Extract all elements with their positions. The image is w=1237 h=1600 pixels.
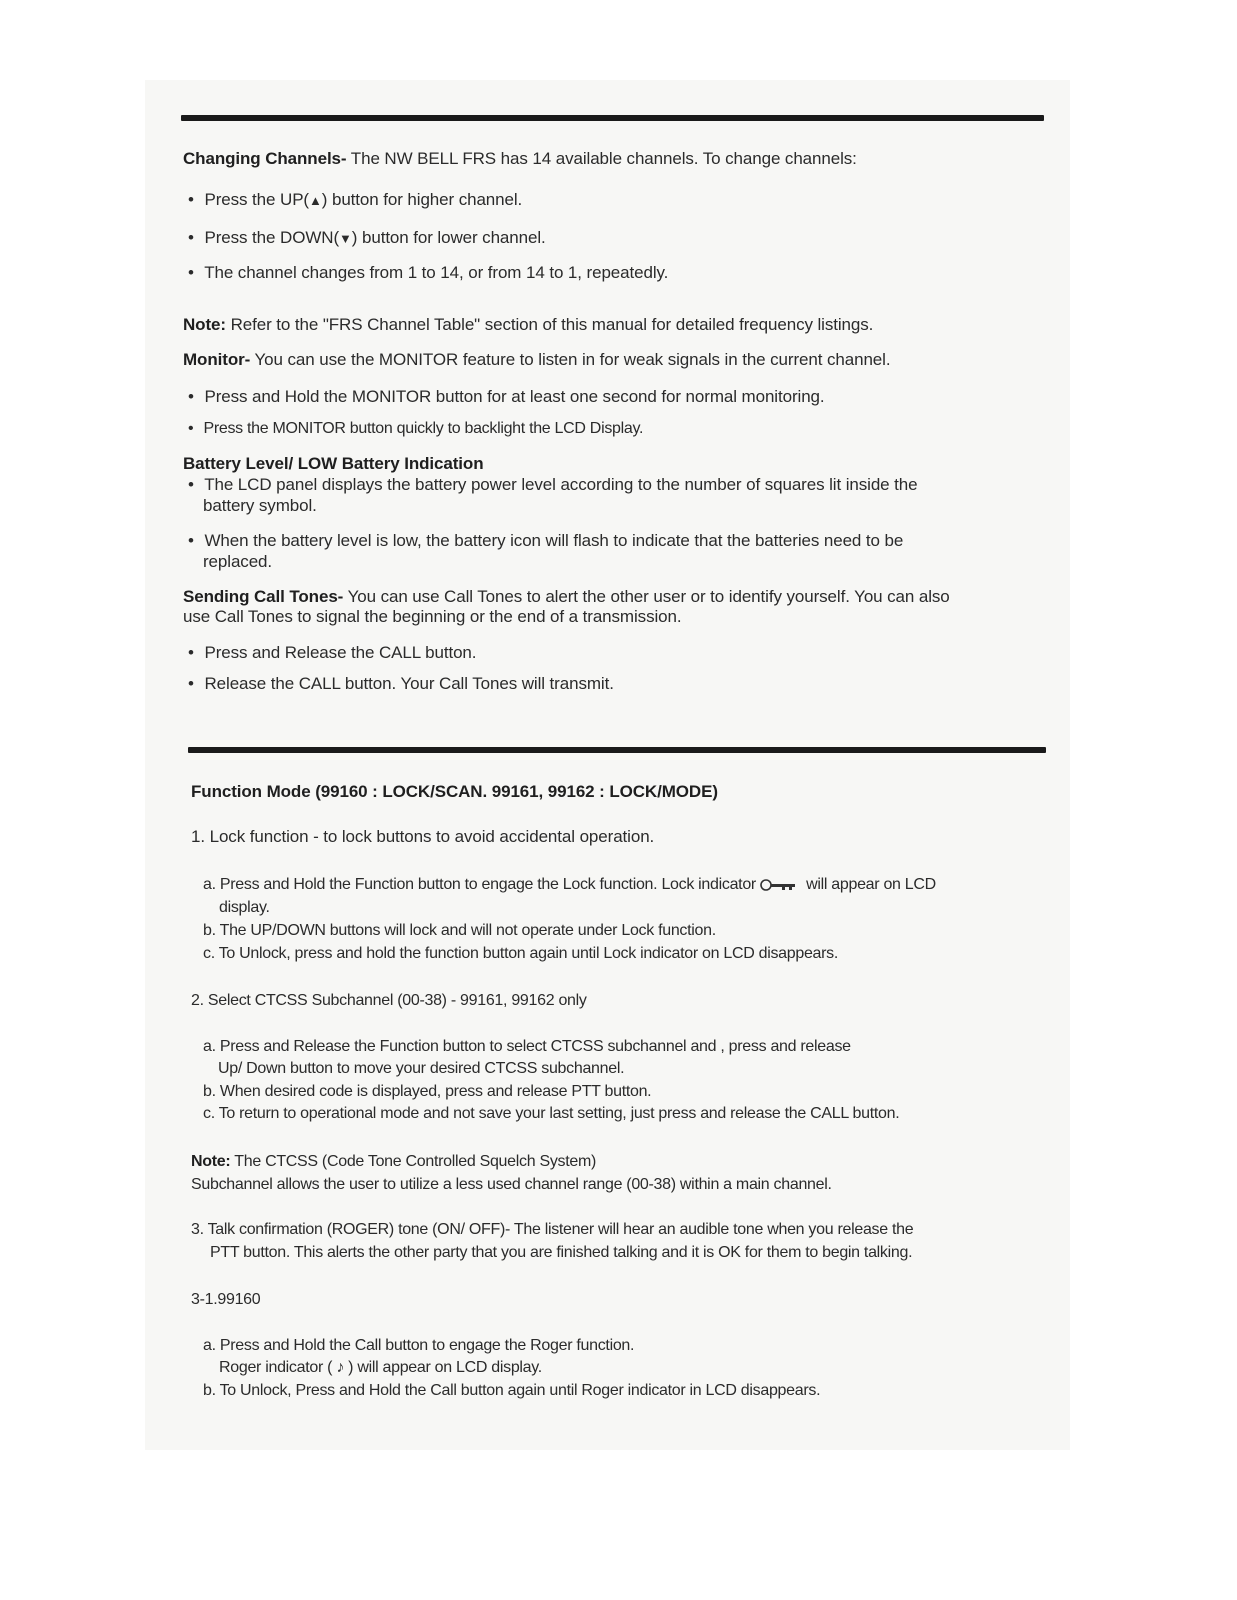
call-tones-title: Sending Call Tones- [183, 587, 344, 606]
bullet-battery-level [188, 474, 918, 496]
lock-step-a-pre: a. Press and Hold the Function button to engage the Lock function. Lock indicator [203, 876, 756, 893]
bullet-call-press [188, 642, 476, 664]
down-arrow-icon: ▼ [339, 231, 352, 246]
bullet-channel-range [188, 262, 668, 284]
note-text: Refer to the "FRS Channel Table" section of this manual for detailed frequency listings. [225, 315, 874, 334]
ctcss-note-label: Note: [191, 1153, 231, 1170]
bullet-channel-range-text: The channel changes from 1 to 14, or from 14 to 1, repeatedly. [204, 263, 669, 282]
roger-model-label: 3-1.99160 [191, 1291, 261, 1308]
bullet-monitor-hold [188, 386, 825, 408]
lock-step-a-l2: display. [219, 899, 270, 916]
ctcss-heading: 2. Select CTCSS Subchannel (00-38) - 99161, 99162 only [191, 992, 587, 1009]
changing-channels-intro: The NW BELL FRS has 14 available channels. To change channels: [346, 149, 857, 168]
roger-step-b: b. To Unlock, Press and Hold the Call button again until Roger indicator in LCD disappears. [203, 1382, 821, 1399]
top-divider [181, 115, 1044, 121]
ctcss-step-b: b. When desired code is displayed, press and release PTT button. [203, 1083, 652, 1100]
note-paragraph [183, 314, 873, 336]
ctcss-step-a-l2: Up/ Down button to move your desired CTCSS subchannel. [218, 1060, 625, 1077]
bullet-monitor-quick-text: Press the MONITOR button quickly to backlight the LCD Display. [203, 420, 644, 437]
ctcss-note-text: The CTCSS (Code Tone Controlled Squelch System) [230, 1153, 597, 1170]
ctcss-step-a-l1: a. Press and Release the Function button to select CTCSS subchannel and , press and release [203, 1038, 851, 1055]
roger-heading-l2: PTT button. This alerts the other party that you are finished talking and it is OK for them to begin talking. [210, 1244, 913, 1261]
ctcss-note-l1 [191, 1151, 596, 1173]
bullet-call-release-text: Release the CALL button. Your Call Tones will transmit. [204, 674, 614, 693]
roger-step-a-pre: Roger indicator ( [219, 1359, 337, 1376]
bullet-battery-low-l2: replaced. [203, 552, 273, 571]
call-tones-paragraph [183, 586, 950, 608]
lock-indicator-icon [760, 878, 798, 892]
lock-step-c: c. To Unlock, press and hold the function button again until Lock indicator on LCD disappears. [203, 945, 839, 962]
function-mode-title: Function Mode (99160 : LOCK/SCAN. 99161, 99162 : LOCK/MODE) [191, 782, 718, 801]
monitor-intro: You can use the MONITOR feature to listen in for weak signals in the current channel. [250, 350, 891, 369]
bullet-monitor-hold-text: Press and Hold the MONITOR button for at least one second for normal monitoring. [204, 387, 825, 406]
call-tones-l1: You can use Call Tones to alert the other user or to identify yourself. You can also [343, 587, 950, 606]
bullet-battery-level-l1: The LCD panel displays the battery power level according to the number of squares lit inside the [204, 475, 918, 494]
note-label: Note: [183, 315, 226, 334]
roger-indicator-icon: ♪ [336, 1359, 345, 1376]
lock-step-a-l1 [203, 874, 936, 896]
lock-step-a-post: will appear on LCD [801, 876, 936, 893]
changing-channels-paragraph [183, 148, 857, 170]
bullet-up-post: ) button for higher channel. [321, 190, 523, 209]
up-arrow-icon: ▲ [309, 193, 322, 208]
bullet-up-pre: Press the UP( [204, 190, 309, 209]
lock-step-b: b. The UP/DOWN buttons will lock and will not operate under Lock function. [203, 922, 716, 939]
changing-channels-title: Changing Channels- [183, 149, 347, 168]
lock-function-heading: 1. Lock function - to lock buttons to avoid accidental operation. [191, 827, 655, 846]
battery-title: Battery Level/ LOW Battery Indication [183, 454, 484, 473]
bullet-down-post: ) button for lower channel. [351, 228, 546, 247]
ctcss-step-c: c. To return to operational mode and not save your last setting, just press and release the CALL button. [203, 1105, 900, 1122]
bullet-down [188, 227, 546, 250]
roger-step-a-l1: a. Press and Hold the Call button to engage the Roger function. [203, 1337, 635, 1354]
bullet-battery-level-l2: battery symbol. [203, 496, 317, 515]
bullet-call-press-text: Press and Release the CALL button. [204, 643, 477, 662]
bullet-call-release [188, 673, 614, 695]
monitor-title: Monitor- [183, 350, 251, 369]
bullet-battery-low [188, 530, 903, 552]
bullet-down-pre: Press the DOWN( [204, 228, 340, 247]
roger-heading-l1: 3. Talk confirmation (ROGER) tone (ON/ OFF)- The listener will hear an audible tone when you release the [191, 1221, 914, 1238]
bullet-battery-low-l1: When the battery level is low, the battery icon will flash to indicate that the batteries need to be [204, 531, 904, 550]
bullet-monitor-quick [188, 418, 643, 440]
call-tones-l2: use Call Tones to signal the beginning or the end of a transmission. [183, 607, 682, 626]
middle-divider [188, 747, 1046, 753]
roger-step-a-post: ) will appear on LCD display. [344, 1359, 542, 1376]
bullet-up [188, 189, 522, 212]
monitor-paragraph [183, 349, 890, 371]
roger-step-a-l2 [219, 1357, 542, 1379]
ctcss-note-l2: Subchannel allows the user to utilize a less used channel range (00-38) within a main channel. [191, 1176, 832, 1193]
